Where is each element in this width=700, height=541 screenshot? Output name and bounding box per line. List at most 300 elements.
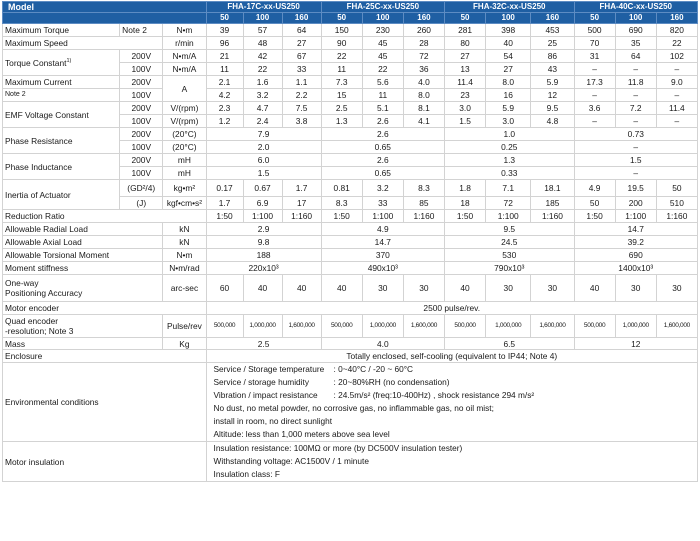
row-environment: [3, 363, 698, 442]
value-cell: 42: [243, 50, 282, 63]
value-cell: 1:50: [445, 210, 486, 223]
value-cell: 1,600,000: [656, 315, 697, 338]
value-cell: 188: [206, 249, 321, 262]
value-cell: 7.5: [282, 102, 321, 115]
row-motor-encoder: [3, 302, 698, 315]
value-cell: 1:50: [574, 210, 615, 223]
value-cell: 5.1: [362, 102, 403, 115]
voltage: 200V: [120, 102, 163, 115]
value-cell: 0.65: [321, 141, 444, 154]
ratio-header: 50: [206, 13, 243, 24]
value-cell: 48: [243, 37, 282, 50]
insulation-line: Insulation class: F: [213, 469, 280, 479]
value-cell: 40: [486, 37, 531, 50]
value-cell: 500: [574, 24, 615, 37]
value-cell: –: [574, 141, 697, 154]
value-cell: 11: [321, 63, 362, 76]
value-cell: 80: [445, 37, 486, 50]
value-cell: 90: [321, 37, 362, 50]
ratio-header: 160: [282, 13, 321, 24]
value-cell: 0.81: [321, 180, 362, 197]
value-cell: –: [615, 115, 656, 128]
voltage: 200V: [120, 154, 163, 167]
value-cell: 22: [321, 50, 362, 63]
row-unit: N•m/A: [163, 63, 206, 76]
value-cell: 30: [362, 275, 403, 302]
value-cell: 45: [362, 37, 403, 50]
model-fha-17c: FHA-17C-xx-US250: [206, 2, 321, 13]
voltage: 100V: [120, 89, 163, 102]
value-cell: –: [574, 167, 697, 180]
value-cell: 690: [574, 249, 697, 262]
row-maximum-current-100v: [3, 89, 698, 102]
row-unit: kN: [163, 223, 206, 236]
value-cell: 1:160: [403, 210, 444, 223]
row-label: Phase Inductance: [3, 154, 120, 180]
value-cell: 1.7: [282, 180, 321, 197]
row-maximum-current-200v: [3, 76, 698, 89]
value-cell: 2.1: [206, 76, 243, 89]
row-unit: N•m/A: [163, 50, 206, 63]
env-key: Vibration / impact resistance: [213, 390, 318, 400]
value-cell: 1:160: [282, 210, 321, 223]
value-cell: 1:50: [321, 210, 362, 223]
value-cell: 28: [403, 37, 444, 50]
value-cell: 1:160: [656, 210, 697, 223]
model-fha-32c: FHA-32C-xx-US250: [445, 2, 575, 13]
spec-table: [2, 1, 698, 482]
row-label: Maximum Speed: [3, 37, 163, 50]
row-radial-load: [3, 223, 698, 236]
value-cell: 2.4: [243, 115, 282, 128]
value-cell: 30: [656, 275, 697, 302]
row-label: Inertia of Actuator: [3, 180, 120, 210]
value-cell: 72: [403, 50, 444, 63]
value-cell: 43: [531, 63, 574, 76]
value-cell: 3.6: [574, 102, 615, 115]
value-cell: 30: [486, 275, 531, 302]
env-key: Service / Storage temperature: [213, 364, 325, 374]
row-inertia-gd: [3, 180, 698, 197]
environment-details: [206, 363, 697, 442]
value-cell: 185: [531, 197, 574, 210]
value-cell: 22: [656, 37, 697, 50]
value-cell: 5.9: [486, 102, 531, 115]
value-cell: –: [656, 115, 697, 128]
value-cell: 3.0: [445, 102, 486, 115]
value-cell: 500,000: [321, 315, 362, 338]
row-unit: mH: [163, 167, 206, 180]
value-cell: 7.9: [206, 128, 321, 141]
value-cell: 220x10³: [206, 262, 321, 275]
row-unit: N•m: [163, 249, 206, 262]
value-cell: 3.2: [362, 180, 403, 197]
value-cell: 0.25: [445, 141, 575, 154]
value-cell: 0.65: [321, 167, 444, 180]
value-cell: 23: [445, 89, 486, 102]
voltage: 100V: [120, 167, 163, 180]
row-unit: kN: [163, 236, 206, 249]
row-unit: A: [163, 76, 206, 102]
value-cell: 30: [615, 275, 656, 302]
row-phase-resistance-200v: [3, 128, 698, 141]
row-label: Enclosure: [3, 350, 207, 363]
ratio-header: 160: [403, 13, 444, 24]
value-cell: 1,600,000: [403, 315, 444, 338]
ratio-header: 50: [445, 13, 486, 24]
value-cell: 70: [574, 37, 615, 50]
value-cell: 6.9: [243, 197, 282, 210]
row-label: [3, 50, 120, 76]
value-cell: 5.9: [531, 76, 574, 89]
row-label: Maximum Current: [3, 76, 120, 89]
value-cell: 1.6: [243, 76, 282, 89]
value-cell: 200: [615, 197, 656, 210]
value-cell: 21: [206, 50, 243, 63]
value-cell: 4.0: [321, 338, 444, 350]
row-mass: [3, 338, 698, 350]
value-cell: 19.5: [615, 180, 656, 197]
value-cell: 12: [574, 338, 697, 350]
voltage: 100V: [120, 141, 163, 154]
value-cell: 5.6: [362, 76, 403, 89]
value-cell: 3.8: [282, 115, 321, 128]
value-cell: 1.3: [321, 115, 362, 128]
value-cell: 500,000: [206, 315, 243, 338]
value-cell: 490x10³: [321, 262, 444, 275]
row-label: [3, 315, 163, 338]
env-value: : 24.5m/s² (freq:10-400Hz) , shock resistance 294 m/s²: [333, 390, 535, 400]
value-cell: 1,600,000: [531, 315, 574, 338]
value-cell: 6.0: [206, 154, 321, 167]
value-cell: 8.3: [321, 197, 362, 210]
row-unit: V/(rpm): [163, 115, 206, 128]
value-cell: –: [656, 89, 697, 102]
value-cell: –: [656, 63, 697, 76]
env-humidity: [209, 376, 695, 389]
value-cell: 35: [615, 37, 656, 50]
model-fha-40c: FHA-40C-xx-US250: [574, 2, 697, 13]
ratio-header: 100: [362, 13, 403, 24]
voltage: 200V: [120, 128, 163, 141]
row-unit: N•m/rad: [163, 262, 206, 275]
row-maximum-torque: [3, 24, 698, 37]
value-cell: 6.5: [445, 338, 575, 350]
voltage: 100V: [120, 115, 163, 128]
value-cell: 7.3: [321, 76, 362, 89]
value-cell: 7.2: [615, 102, 656, 115]
row-label: Environmental conditions: [3, 363, 207, 442]
voltage: 200V: [120, 50, 163, 63]
row-label: Phase Resistance: [3, 128, 120, 154]
value-cell: 4.9: [574, 180, 615, 197]
accuracy-label-line1: One-way: [5, 278, 39, 288]
value-cell: 150: [321, 24, 362, 37]
row-emf-200v: [3, 102, 698, 115]
ratio-header: 100: [615, 13, 656, 24]
row-note: Note 2: [120, 24, 163, 37]
value-cell: 31: [574, 50, 615, 63]
row-label: Allowable Axial Load: [3, 236, 163, 249]
value-cell: 18.1: [531, 180, 574, 197]
value-cell: 24.5: [445, 236, 575, 249]
value-cell: 1.7: [206, 197, 243, 210]
value-cell: –: [574, 89, 615, 102]
value-cell: 1:100: [362, 210, 403, 223]
value-cell: 1400x10³: [574, 262, 697, 275]
row-unit: r/min: [163, 37, 206, 50]
value-cell: 67: [282, 50, 321, 63]
row-quad-encoder: [3, 315, 698, 338]
value-cell: 40: [445, 275, 486, 302]
value-cell: 36: [403, 63, 444, 76]
value-cell: 7.1: [486, 180, 531, 197]
value-cell: 33: [362, 197, 403, 210]
value-cell: 510: [656, 197, 697, 210]
value-cell: 33: [282, 63, 321, 76]
insulation-line: Withstanding voltage: AC1500V / 1 minute: [213, 456, 369, 466]
value-cell: 50: [656, 180, 697, 197]
value-cell: 4.1: [403, 115, 444, 128]
header-model-row: [3, 2, 698, 13]
value-cell: 3.2: [243, 89, 282, 102]
value-cell: 1,000,000: [615, 315, 656, 338]
inertia-symbol: (GD²/4): [120, 180, 163, 197]
value-cell: 2.6: [321, 128, 444, 141]
row-label: Reduction Ratio: [3, 210, 207, 223]
value-cell: 370: [321, 249, 444, 262]
value-cell: 1,000,000: [362, 315, 403, 338]
row-unit: kg•m²: [163, 180, 206, 197]
env-line: Altitude: less than 1,000 meters above sea level: [213, 429, 390, 439]
value-cell: 9.5: [531, 102, 574, 115]
value-cell: 85: [403, 197, 444, 210]
value-cell: 9.8: [206, 236, 321, 249]
ratio-header: 160: [531, 13, 574, 24]
value-cell: 54: [486, 50, 531, 63]
value-cell: 1.5: [574, 154, 697, 167]
ratio-header: 160: [656, 13, 697, 24]
value-cell: 230: [362, 24, 403, 37]
value-cell: 86: [531, 50, 574, 63]
env-key: Service / storage humidity: [213, 377, 309, 387]
voltage: 100V: [120, 63, 163, 76]
value-cell: 398: [486, 24, 531, 37]
value-cell: 96: [206, 37, 243, 50]
value-cell: 11.4: [656, 102, 697, 115]
value-cell: 18: [445, 197, 486, 210]
value-cell: 1.0: [445, 128, 575, 141]
value-cell: 40: [321, 275, 362, 302]
row-note: Note 2: [3, 89, 120, 102]
row-label: Mass: [3, 338, 163, 350]
model-fha-25c: FHA-25C-xx-US250: [321, 2, 444, 13]
header-ratio-row: [3, 13, 698, 24]
value-cell: 500,000: [574, 315, 615, 338]
ratio-header: 100: [243, 13, 282, 24]
env-value: : 0~40°C / -20 ~ 60°C: [333, 364, 414, 374]
value-cell: 2500 pulse/rev.: [206, 302, 697, 315]
value-cell: 57: [243, 24, 282, 37]
row-axial-load: [3, 236, 698, 249]
value-cell: 2.6: [362, 115, 403, 128]
value-cell: 4.9: [321, 223, 444, 236]
value-cell: Totally enclosed, self-cooling (equivalent to IP44; Note 4): [206, 350, 697, 363]
row-unit: mH: [163, 154, 206, 167]
footnote-mark: 1): [66, 57, 72, 64]
value-cell: –: [574, 63, 615, 76]
value-cell: 1:50: [206, 210, 243, 223]
value-cell: 2.0: [206, 141, 321, 154]
value-cell: 790x10³: [445, 262, 575, 275]
value-cell: 1.8: [445, 180, 486, 197]
value-cell: 4.0: [403, 76, 444, 89]
value-cell: 15: [321, 89, 362, 102]
value-cell: 8.0: [403, 89, 444, 102]
value-cell: 12: [531, 89, 574, 102]
row-torsional-moment: [3, 249, 698, 262]
value-cell: 16: [486, 89, 531, 102]
value-cell: 30: [403, 275, 444, 302]
row-label: Allowable Radial Load: [3, 223, 163, 236]
quad-label-line1: Quad encoder: [5, 316, 59, 326]
value-cell: 0.17: [206, 180, 243, 197]
row-label: EMF Voltage Constant: [3, 102, 120, 128]
env-value: : 20~80%RH (no condensation): [333, 377, 450, 387]
value-cell: 2.3: [206, 102, 243, 115]
value-cell: –: [615, 89, 656, 102]
value-cell: 64: [282, 24, 321, 37]
inertia-symbol: (J): [120, 197, 163, 210]
value-cell: 0.67: [243, 180, 282, 197]
insulation-line: Insulation resistance: 100MΩ or more (by DC500V insulation tester): [213, 443, 463, 453]
value-cell: 30: [531, 275, 574, 302]
value-cell: 27: [282, 37, 321, 50]
row-moment-stiffness: [3, 262, 698, 275]
value-cell: 2.5: [321, 102, 362, 115]
value-cell: 22: [243, 63, 282, 76]
value-cell: 8.0: [486, 76, 531, 89]
value-cell: 2.5: [206, 338, 321, 350]
value-cell: 690: [615, 24, 656, 37]
row-positioning-accuracy: [3, 275, 698, 302]
row-torque-constant-200v: [3, 50, 698, 63]
value-cell: 1:100: [243, 210, 282, 223]
value-cell: 14.7: [321, 236, 444, 249]
value-cell: 11: [206, 63, 243, 76]
value-cell: 2.6: [321, 154, 444, 167]
value-cell: 22: [362, 63, 403, 76]
value-cell: 45: [362, 50, 403, 63]
value-cell: 50: [574, 197, 615, 210]
value-cell: 39: [206, 24, 243, 37]
value-cell: 25: [531, 37, 574, 50]
value-cell: 40: [574, 275, 615, 302]
accuracy-label-line2: Positioning Accuracy: [5, 288, 83, 298]
row-label: Motor insulation: [3, 442, 207, 482]
value-cell: 13: [445, 63, 486, 76]
value-cell: 1,000,000: [486, 315, 531, 338]
value-cell: 64: [615, 50, 656, 63]
header-blank: [3, 13, 207, 24]
row-label: Moment stiffness: [3, 262, 163, 275]
value-cell: 27: [486, 63, 531, 76]
row-unit: kgf•cm•s²: [163, 197, 206, 210]
ratio-header: 100: [486, 13, 531, 24]
row-unit: Kg: [163, 338, 206, 350]
value-cell: 9.0: [656, 76, 697, 89]
value-cell: 11.8: [615, 76, 656, 89]
value-cell: 17: [282, 197, 321, 210]
value-cell: 3.0: [486, 115, 531, 128]
row-label: Maximum Torque: [3, 24, 120, 37]
ratio-header: 50: [574, 13, 615, 24]
value-cell: –: [615, 63, 656, 76]
value-cell: 11.4: [445, 76, 486, 89]
value-cell: 14.7: [574, 223, 697, 236]
value-cell: 102: [656, 50, 697, 63]
value-cell: 1:160: [531, 210, 574, 223]
value-cell: 39.2: [574, 236, 697, 249]
value-cell: 0.73: [574, 128, 697, 141]
row-label: Motor encoder: [3, 302, 207, 315]
env-line: install in room, no direct sunlight: [213, 416, 333, 426]
value-cell: 2.9: [206, 223, 321, 236]
voltage: 200V: [120, 76, 163, 89]
value-cell: 60: [206, 275, 243, 302]
env-temperature: [209, 363, 695, 376]
row-motor-insulation: [3, 442, 698, 482]
model-label: Model: [3, 2, 207, 13]
value-cell: 4.7: [243, 102, 282, 115]
value-cell: 1.2: [206, 115, 243, 128]
row-unit: V/(rpm): [163, 102, 206, 115]
value-cell: 9.5: [445, 223, 575, 236]
row-unit: Pulse/rev: [163, 315, 206, 338]
quad-label-line2: -resolution; Note 3: [5, 326, 74, 336]
value-cell: 1.3: [445, 154, 575, 167]
value-cell: 17.3: [574, 76, 615, 89]
row-unit: (20°C): [163, 128, 206, 141]
insulation-details: [206, 442, 697, 482]
row-reduction-ratio: [3, 210, 698, 223]
row-unit: arc-sec: [163, 275, 206, 302]
value-cell: 281: [445, 24, 486, 37]
row-unit: (20°C): [163, 141, 206, 154]
value-cell: 500,000: [445, 315, 486, 338]
row-phase-inductance-200v: [3, 154, 698, 167]
value-cell: 11: [362, 89, 403, 102]
row-label: [3, 275, 163, 302]
env-line: No dust, no metal powder, no corrosive gas, no inflammable gas, no oil mist;: [213, 403, 494, 413]
row-enclosure: [3, 350, 698, 363]
value-cell: 530: [445, 249, 575, 262]
ratio-header: 50: [321, 13, 362, 24]
value-cell: 8.3: [403, 180, 444, 197]
value-cell: 27: [445, 50, 486, 63]
value-cell: 453: [531, 24, 574, 37]
value-cell: 72: [486, 197, 531, 210]
value-cell: 40: [282, 275, 321, 302]
value-cell: 820: [656, 24, 697, 37]
env-vibration: [209, 389, 695, 402]
value-cell: 1:100: [486, 210, 531, 223]
value-cell: 1:100: [615, 210, 656, 223]
value-cell: 1,600,000: [282, 315, 321, 338]
row-label: Allowable Torsional Moment: [3, 249, 163, 262]
row-unit: N•m: [163, 24, 206, 37]
value-cell: 40: [243, 275, 282, 302]
